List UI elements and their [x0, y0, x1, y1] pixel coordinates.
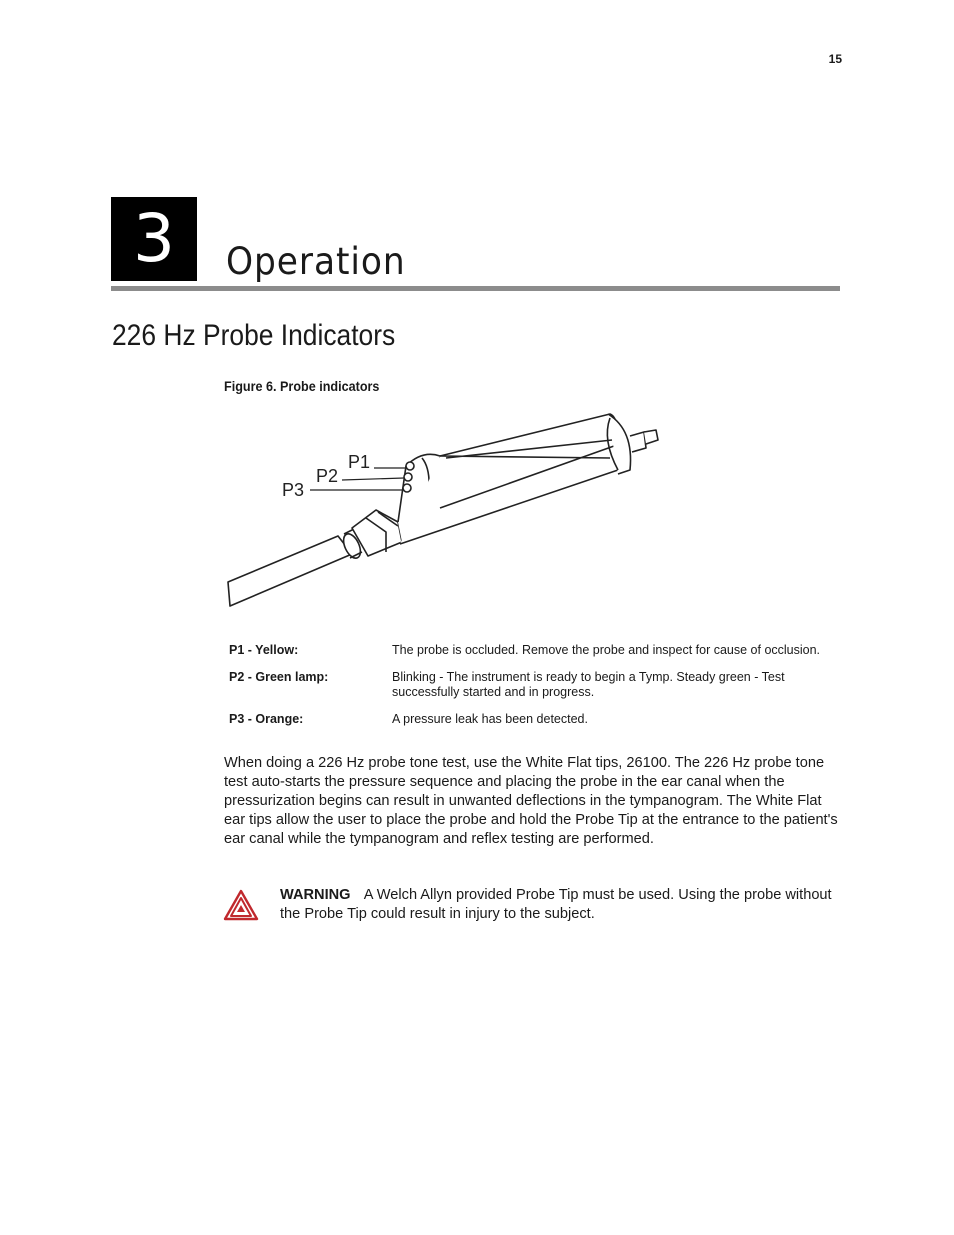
warning-label: WARNING: [280, 887, 351, 903]
indicator-row: [229, 670, 829, 712]
section-heading: 226 Hz Probe Indicators: [112, 319, 396, 352]
indicator-row: [229, 643, 829, 670]
chapter-divider: [111, 286, 840, 291]
page-number: 15: [828, 52, 842, 66]
indicator-description: A pressure leak has been detected.: [392, 712, 588, 726]
indicator-term: P2 - Green lamp:: [229, 670, 329, 684]
chapter-number-box: [111, 197, 197, 281]
warning-block: [280, 886, 840, 924]
chapter-number: 3: [133, 200, 175, 277]
figure-caption: Figure 6. Probe indicators: [224, 378, 380, 394]
chapter-title: Operation: [226, 240, 406, 283]
indicator-term: P1 - Yellow:: [229, 643, 299, 657]
body-paragraph: When doing a 226 Hz probe tone test, use the White Flat tips, 26100. The 226 Hz probe tone test auto-starts the pressure sequence and placing the probe in the ear canal when the pressurization begins can result in unwanted deflections in the tympanogram. The White Flat ear tips allow the user to place the probe and hold the Probe Tip at the entrance to the patient's ear canal while the tympanogram and reflex testing are performed.: [224, 755, 838, 847]
indicator-description: Blinking - The instrument is ready to begin a Tymp. Steady green - Test successfully started and in progress.: [392, 670, 785, 699]
indicator-row: [229, 712, 829, 739]
label-p3: P3: [282, 480, 305, 500]
indicator-term: P3 - Orange:: [229, 712, 304, 726]
label-p1: P1: [348, 452, 371, 472]
probe-illustration: [226, 410, 666, 610]
indicator-description: The probe is occluded. Remove the probe and inspect for cause of occlusion.: [392, 643, 821, 657]
label-p2: P2: [316, 466, 339, 486]
indicator-table: [229, 643, 829, 739]
warning-message: A Welch Allyn provided Probe Tip must be used. Using the probe without the Probe Tip could result in injury to the subject.: [280, 887, 832, 922]
warning-triangle-icon: [223, 889, 259, 921]
